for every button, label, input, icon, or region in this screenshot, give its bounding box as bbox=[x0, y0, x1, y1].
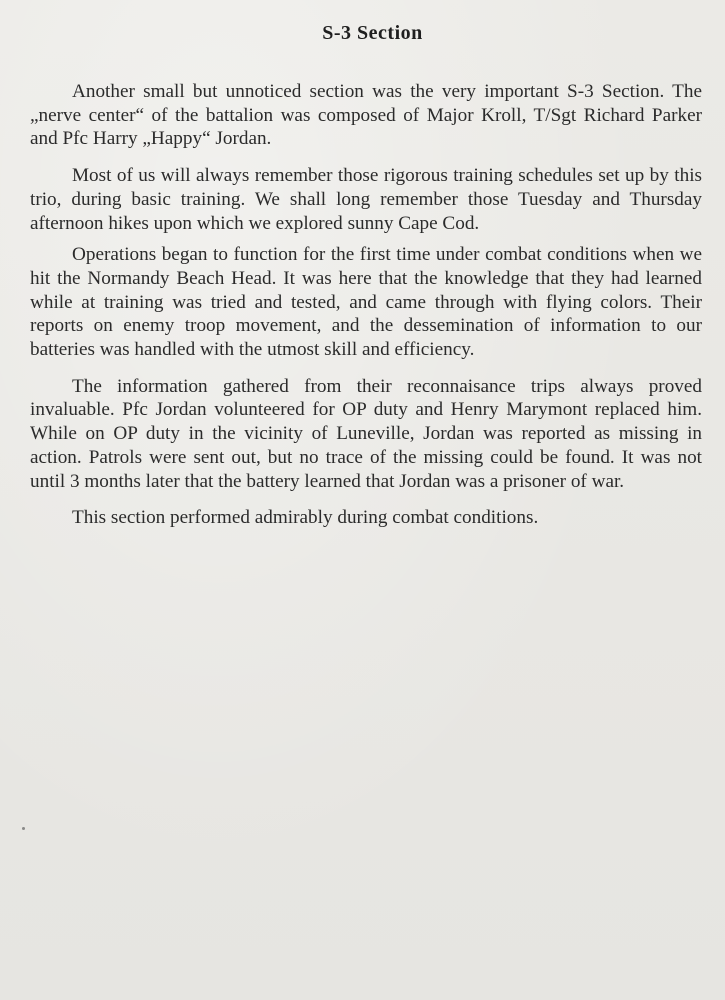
paper-speck bbox=[22, 827, 25, 830]
paragraph-closing: This section performed admirably during combat conditions. bbox=[72, 507, 539, 529]
paragraph-training: Most of us will always remember those rigorous training schedules set up by this trio, during basic training. We shall long remember those Tuesday and Thursday afternoon hikes upon which we explored sunny Cape Cod. bbox=[30, 165, 702, 234]
paragraph-reconnaissance: The information gathered from their reconnaisance trips always proved invaluable. Pfc Jordan volunteered for OP duty and Henry Marymont replaced him. While on OP duty in the vicinity of Luneville, Jordan was reported as missing in action. Patrols were sent out, but no trace of the missing could be found. It was not until 3 months later that the battery learned that Jordan was a prisoner of war. bbox=[30, 375, 702, 492]
section-heading: S-3 Section bbox=[322, 22, 423, 44]
paragraph-intro: Another small but unnoticed section was the very important S-3 Section. The „nerve center“ of the battalion was composed of Major Kroll, T/Sgt Richard Parker and Pfc Harry „Happy“ Jordan. bbox=[30, 81, 702, 150]
paragraph-operations: Operations began to function for the first time under combat conditions when we hit the Normandy Beach Head. It was here that the knowledge that they had learned while at training was tried and tested, and came through with flying colors. Their reports on enemy troop movement, and the dessemination of information to our batteries was handled with the utmost skill and efficiency. bbox=[30, 244, 702, 361]
document-body bbox=[30, 80, 702, 543]
